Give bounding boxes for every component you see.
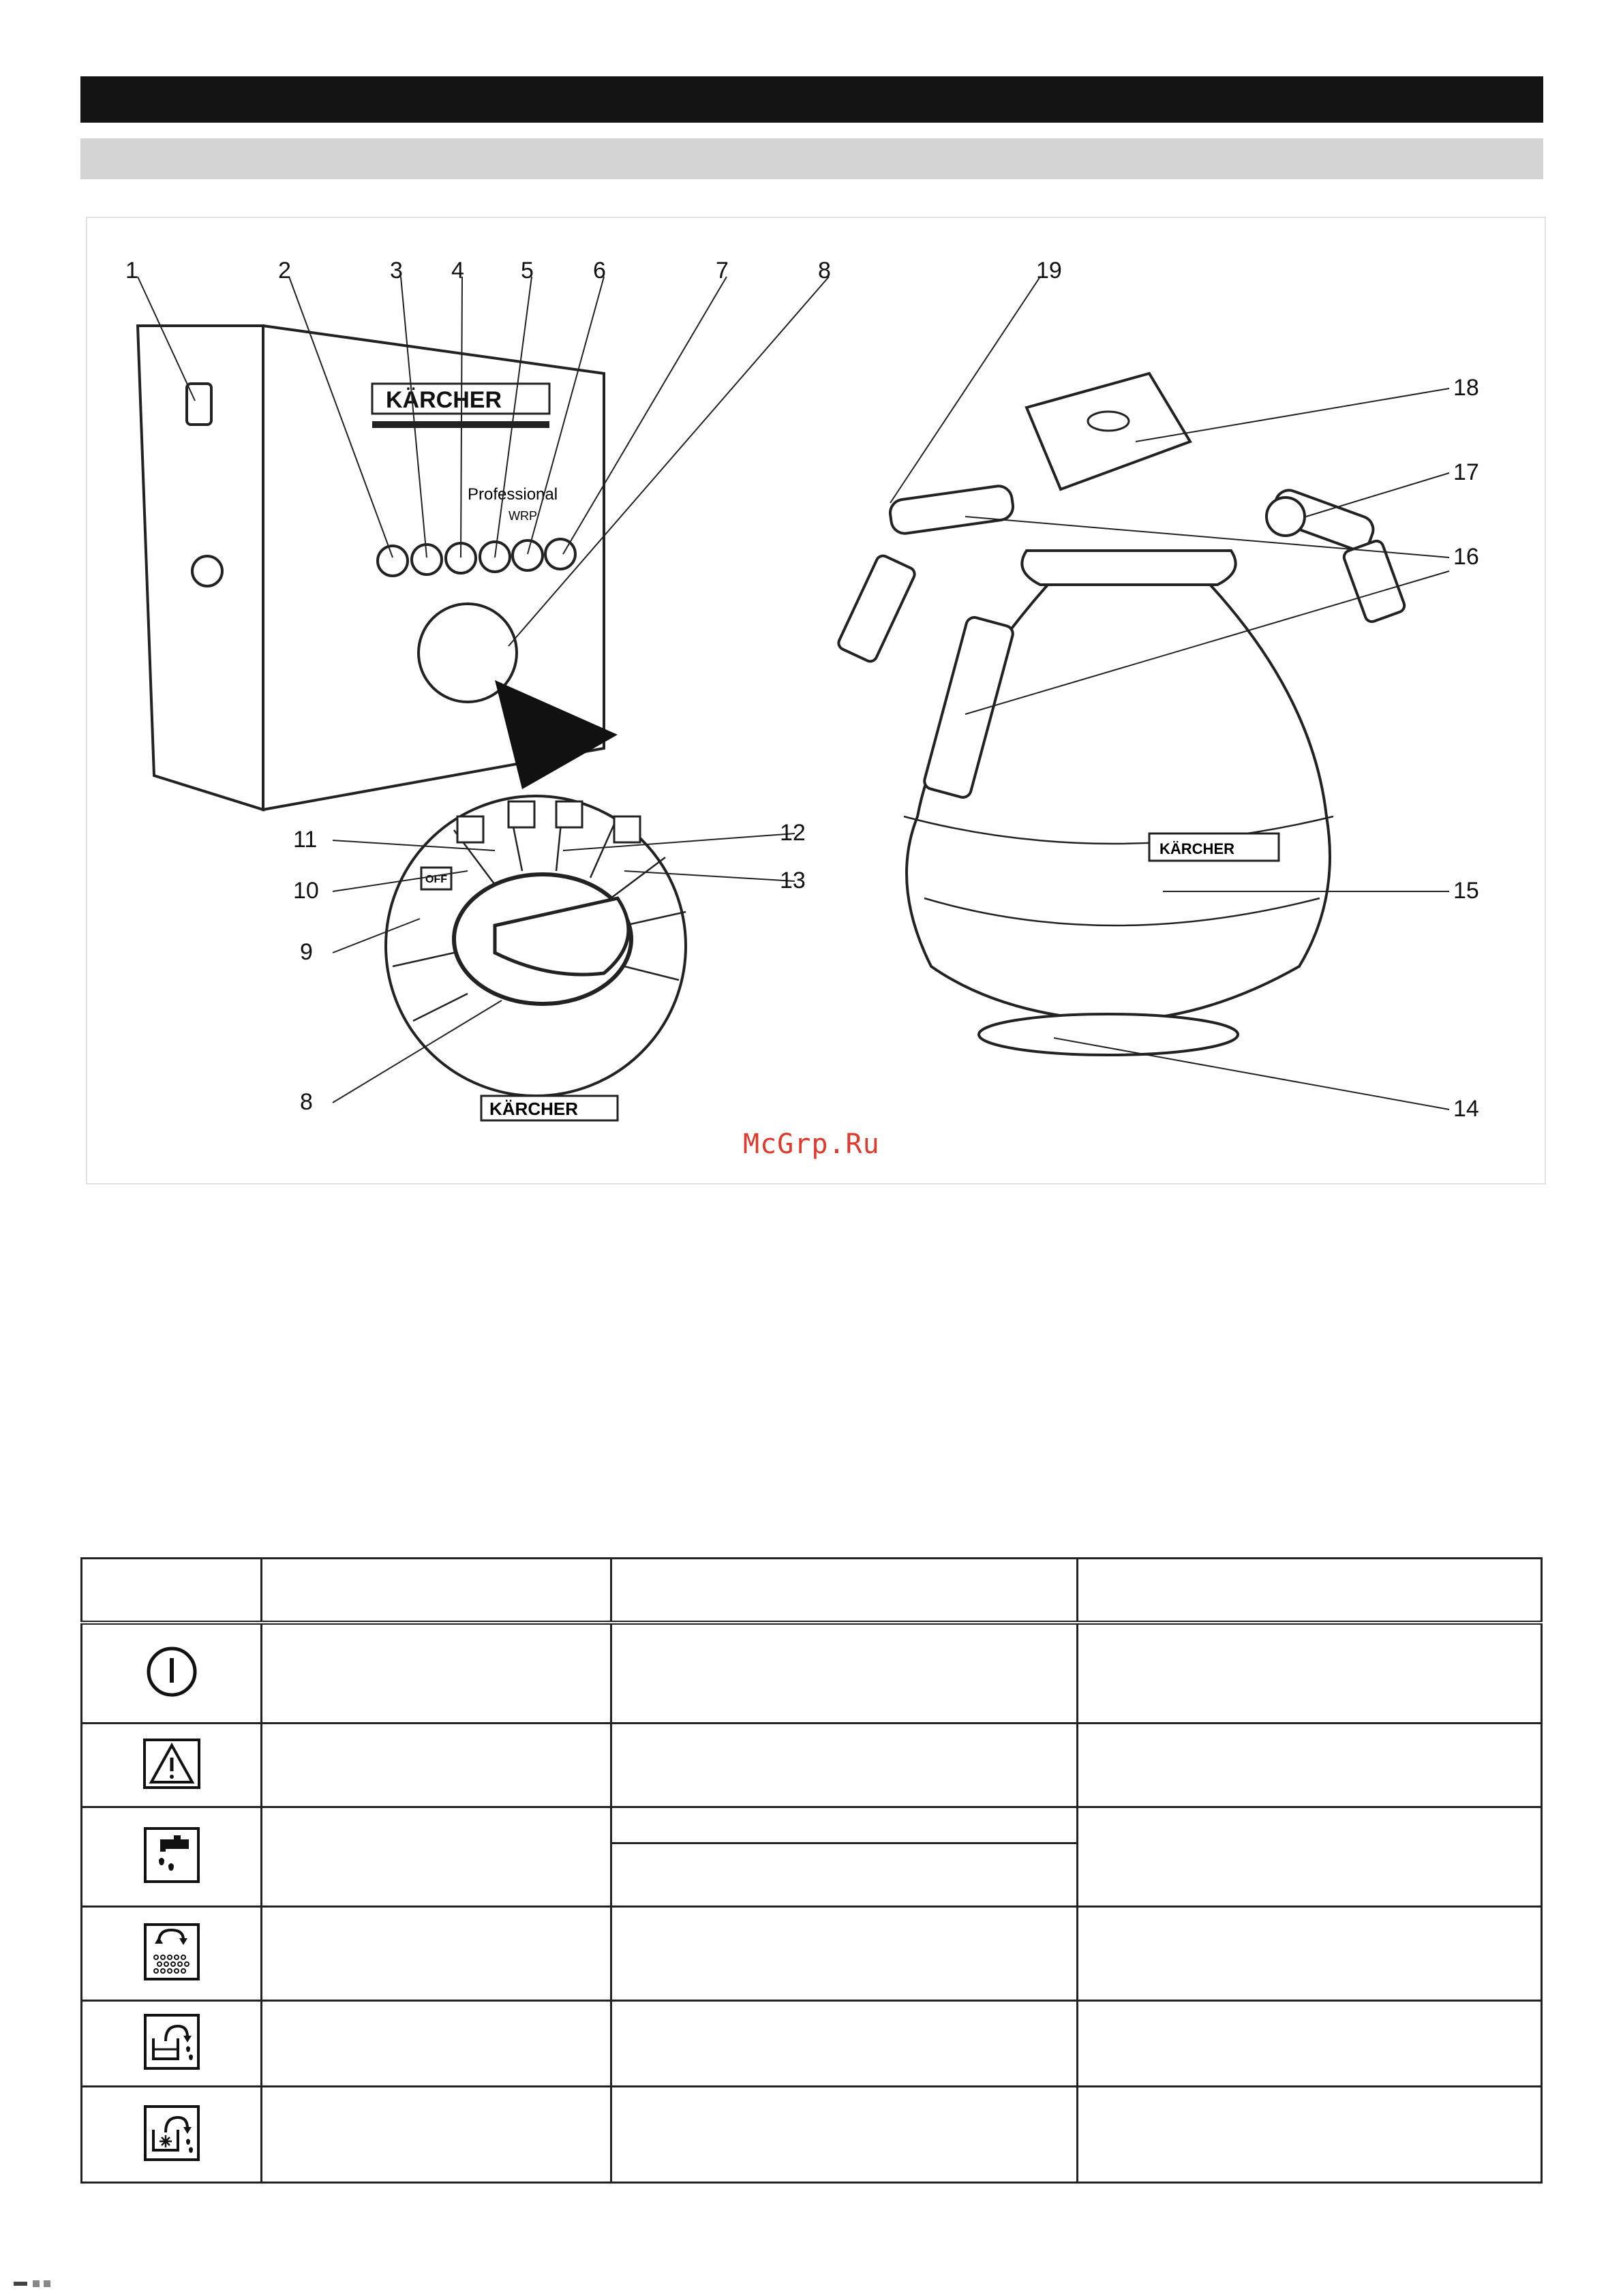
table-row [82,2087,1542,2183]
callout-9: 9 [300,939,313,965]
power-icon [145,1644,199,1699]
table-row [82,1623,1542,1724]
tank-brand-text: KÄRCHER [1159,840,1234,857]
callout-2: 2 [278,258,291,284]
callout-6: 6 [593,258,606,284]
header-col-3 [611,1559,1078,1623]
symbol-table [80,1557,1543,2184]
table-header-row [82,1559,1542,1623]
header-bar [80,76,1543,123]
callout-8-top: 8 [818,258,831,284]
table-row [82,2001,1542,2087]
callout-18: 18 [1453,375,1479,401]
device-illustration [86,217,1546,1184]
professional-label: Professional [468,485,558,504]
winter-drain-icon [144,2105,200,2161]
callout-7: 7 [716,258,729,284]
callout-19: 19 [1036,258,1062,284]
callout-3: 3 [390,258,403,284]
callout-12: 12 [780,820,806,846]
control-box [138,326,618,810]
table-row [82,1807,1542,1843]
callout-17: 17 [1453,459,1479,485]
header-symbol [82,1559,262,1623]
backwash-icon [144,1923,200,1980]
tap-water-icon [144,1827,200,1883]
page-footer-mark [14,2279,82,2289]
header-col-4 [1078,1559,1542,1623]
callout-14: 14 [1453,1096,1479,1122]
watermark: McGrp.Ru [743,1129,880,1160]
section-bar [80,138,1543,179]
lock [192,556,222,586]
table-row [82,1724,1542,1807]
callout-16: 16 [1453,544,1479,570]
header-col-2 [262,1559,611,1623]
off-label: OFF [425,874,447,885]
callout-11: 11 [293,827,318,853]
callout-10: 10 [293,878,319,904]
callout-1: 1 [125,258,138,284]
warning-icon [143,1739,200,1789]
callout-8-bottom: 8 [300,1089,313,1115]
callout-15: 15 [1453,878,1479,904]
table-row [82,1907,1542,2001]
filter-tank [836,373,1406,1055]
rinse-icon [144,2014,200,2070]
model-label: WRP [509,509,537,523]
dial-brand-text: KÄRCHER [489,1099,578,1119]
callout-13: 13 [780,868,806,893]
brand-logo-text: KÄRCHER [386,387,502,413]
callout-4: 4 [451,258,464,284]
callout-5: 5 [521,258,534,284]
